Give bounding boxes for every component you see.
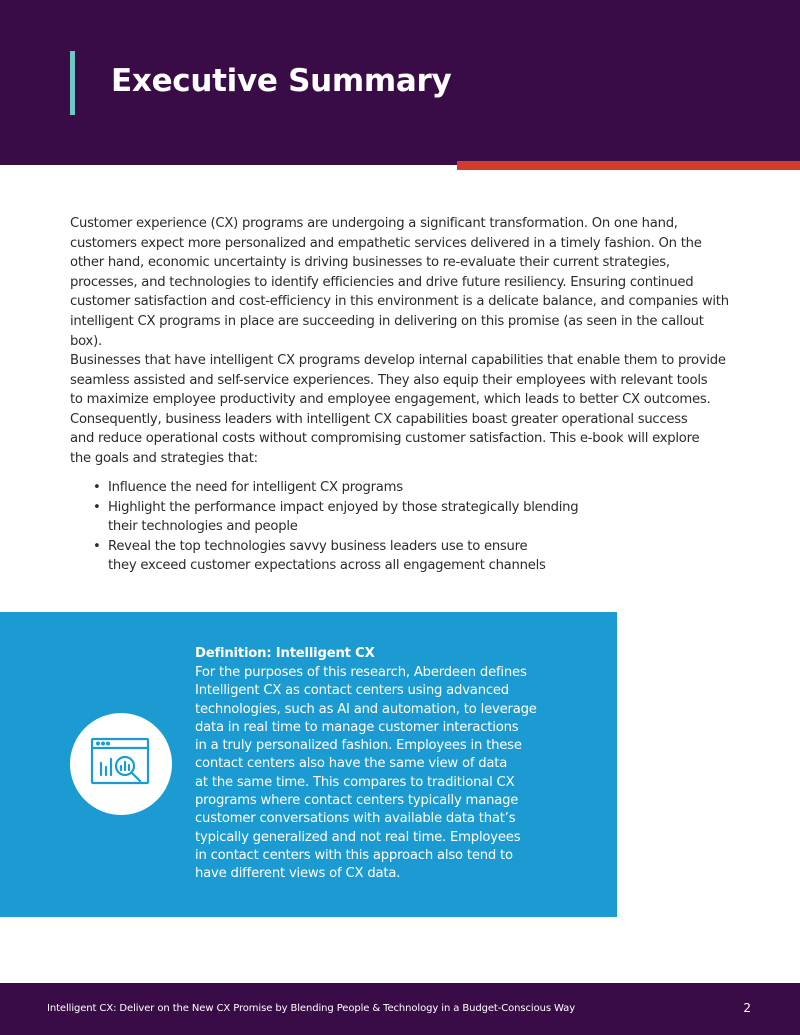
bullet-dot-icon: • (93, 480, 101, 495)
text-line: at the same time. This compares to traditional CX (195, 774, 515, 790)
text-line: technologies, such as AI and automation, to leverage (195, 701, 537, 717)
text-line: contact centers also have the same view of data (195, 756, 508, 772)
header-accent-bar (70, 51, 75, 115)
text-line: customers expect more personalized and empathetic services delivered in a timely fashion. On the (70, 235, 702, 251)
definition-callout-box (0, 612, 617, 917)
text-line: in a truly personalized fashion. Employees in these (195, 738, 522, 754)
text-line: other hand, economic uncertainty is driving businesses to re-evaluate their current strategies, (70, 255, 670, 271)
text-line: processes, and technologies to identify efficiencies and drive future resiliency. Ensuring continued (70, 274, 694, 290)
intro-paragraph (70, 214, 732, 351)
text-line: Highlight the performance impact enjoyed by those strategically blending (108, 499, 579, 515)
page-title: Executive Summary (111, 63, 452, 99)
callout-title: Definition: Intelligent CX (195, 646, 375, 661)
page-number: 2 (743, 1001, 751, 1015)
text-line: For the purposes of this research, Aberdeen defines (195, 665, 527, 680)
data-analytics-magnifier-icon (90, 737, 152, 793)
text-line: Businesses that have intelligent CX programs develop internal capabilities that enable them to provide (70, 353, 726, 368)
page-footer (0, 983, 800, 1035)
text-line: customer conversations with available data that’s (195, 811, 516, 827)
text-line: data in real time to manage customer interactions (195, 719, 519, 735)
callout-icon-circle (70, 713, 172, 815)
text-line: Intelligent CX as contact centers using advanced (195, 683, 509, 699)
bullet-item (90, 478, 650, 498)
callout-definition-text (195, 664, 570, 884)
text-line: and reduce operational costs without compromising customer satisfaction. This e-book will explore (70, 431, 700, 447)
header-accent-rule (457, 161, 800, 170)
second-paragraph (70, 351, 732, 469)
text-line: Reveal the top technologies savvy business leaders use to ensure (108, 538, 528, 554)
text-line: the goals and strategies that: (70, 450, 258, 466)
text-line: to maximize employee productivity and employee engagement, which leads to better CX outcomes. (70, 392, 711, 408)
text-line: Consequently, business leaders with intelligent CX capabilities boast greater operational success (70, 411, 688, 427)
text-line: customer satisfaction and cost-efficiency in this environment is a delicate balance, and companies with (70, 294, 729, 310)
footer-document-title: Intelligent CX: Deliver on the New CX Promise by Blending People & Technology in a Budget-Conscious Way (47, 1003, 576, 1014)
text-line: intelligent CX programs in place are succeeding in delivering on this promise (as seen in the callout box). (70, 313, 704, 349)
text-line: have different views of CX data. (195, 866, 401, 882)
bullet-dot-icon: • (93, 538, 101, 554)
text-line: Customer experience (CX) programs are undergoing a significant transformation. On one hand, (70, 216, 678, 231)
page-header (0, 0, 800, 165)
text-line: Influence the need for intelligent CX programs (108, 480, 403, 495)
bullet-item (90, 498, 650, 537)
text-line: seamless assisted and self-service experiences. They also equip their employees with relevant tools (70, 372, 708, 388)
bullet-item (90, 537, 650, 576)
text-line: they exceed customer expectations across all engagement channels (108, 558, 546, 574)
bullet-dot-icon: • (93, 499, 101, 515)
text-line: programs where contact centers typically manage (195, 793, 519, 809)
text-line: in contact centers with this approach also tend to (195, 847, 513, 863)
text-line: their technologies and people (108, 519, 298, 535)
text-line: typically generalized and not real time. Employees (195, 829, 521, 845)
goals-bullet-list (90, 478, 650, 576)
